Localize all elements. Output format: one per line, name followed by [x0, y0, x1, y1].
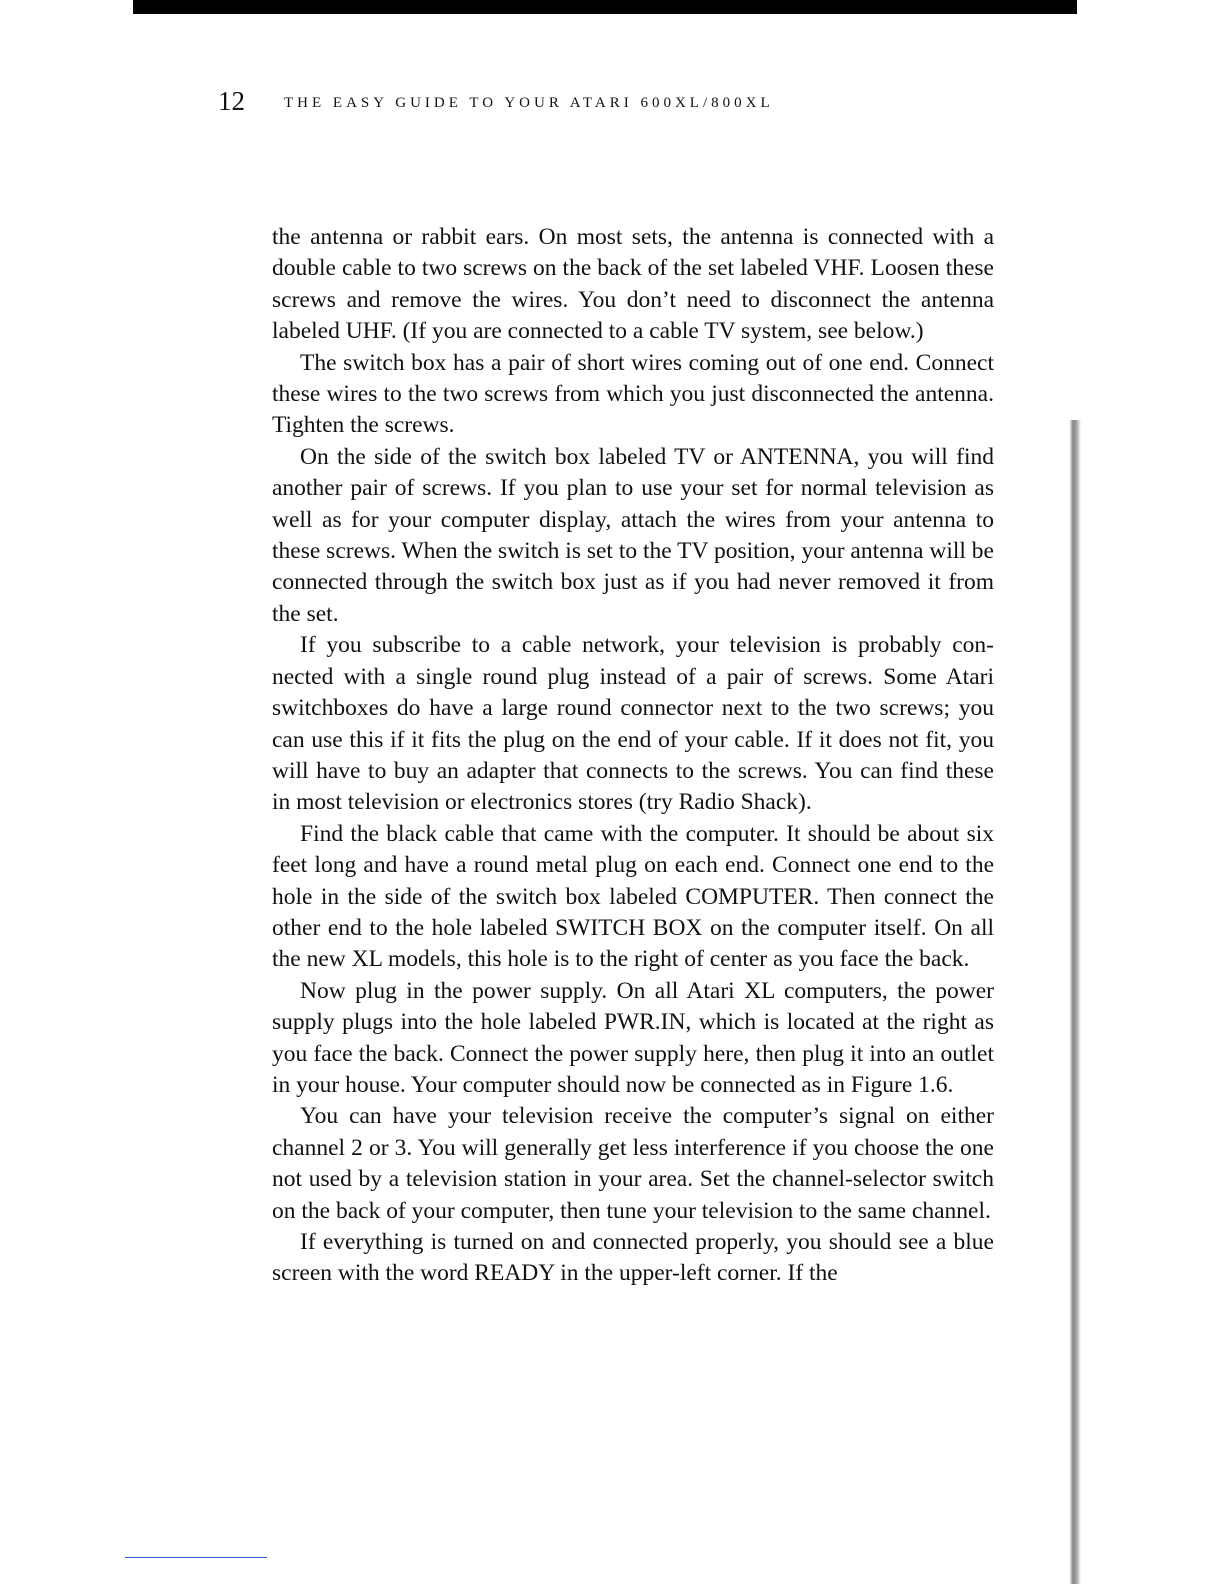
paragraph: On the side of the switch box labeled TV or ANTENNA, you will find another pair of screws. If you plan to use your set for normal television as well as for your computer display, attach the wires from your antenna to these screws. When the switch is set to the TV position, your antenna will be connected through the switch box just as if you had never removed it from the set. — [272, 443, 994, 627]
paragraph: Now plug in the power supply. On all Atari XL computers, the power supply plugs into the hole labeled PWR.IN, which is located at the right as you face the back. Connect the power supply here, then plug it into an outlet in your house. Your computer should now be connected as in Figure 1.6. — [272, 977, 994, 1098]
footnote-rule — [125, 1557, 267, 1558]
scan-right-edge — [1063, 420, 1081, 1584]
paragraph: The switch box has a pair of short wires coming out of one end. Connect these wires to the two screws from which you just disconnected the antenna. Tighten the screws. — [272, 349, 994, 439]
paragraph: You can have your television receive the computer’s signal on either channel 2 or 3. You will generally get less interference if you choose the one not used by a television station in your area. Set the channel-selector switch on the back of your computer, then tune your television to the same channel. — [272, 1103, 994, 1224]
scan-top-edge — [133, 0, 1077, 14]
body-text — [272, 222, 994, 1290]
page-header — [218, 86, 1018, 118]
paragraph: Find the black cable that came with the computer. It should be about six feet long and have a round metal plug on each end. Connect one end to the hole in the side of the switch box labeled COMPUTER. Then connect the other end to the hole labeled SWITCH BOX on the computer itself. On all the new XL models, this hole is to the right of center as you face the back. — [272, 820, 994, 973]
paragraph: If everything is turned on and connected properly, you should see a blue screen with the word READY in the upper-left corner. If the — [272, 1229, 994, 1287]
paragraph: the antenna or rabbit ears. On most sets, the antenna is connected with a double cable to two screws on the back of the set labeled VHF. Loosen these screws and remove the wires. You don’t need to disconnect the antenna labeled UHF. (If you are connected to a cable TV system, see below.) — [272, 224, 994, 345]
paragraph: If you subscribe to a cable network, your television is probably connected with a single round plug instead of a pair of screws. Some Atari switchboxes do have a large round connector next to the two screws; you can use this if it fits the plug on the end of your cable. If it does not fit, you will have to buy an adapter that connects to the screws. You can find these in most television or electronics stores (try Radio Shack). — [272, 632, 994, 816]
running-head: THE EASY GUIDE TO YOUR ATARI 600XL/800XL — [284, 95, 774, 111]
page-number: 12 — [218, 86, 245, 116]
